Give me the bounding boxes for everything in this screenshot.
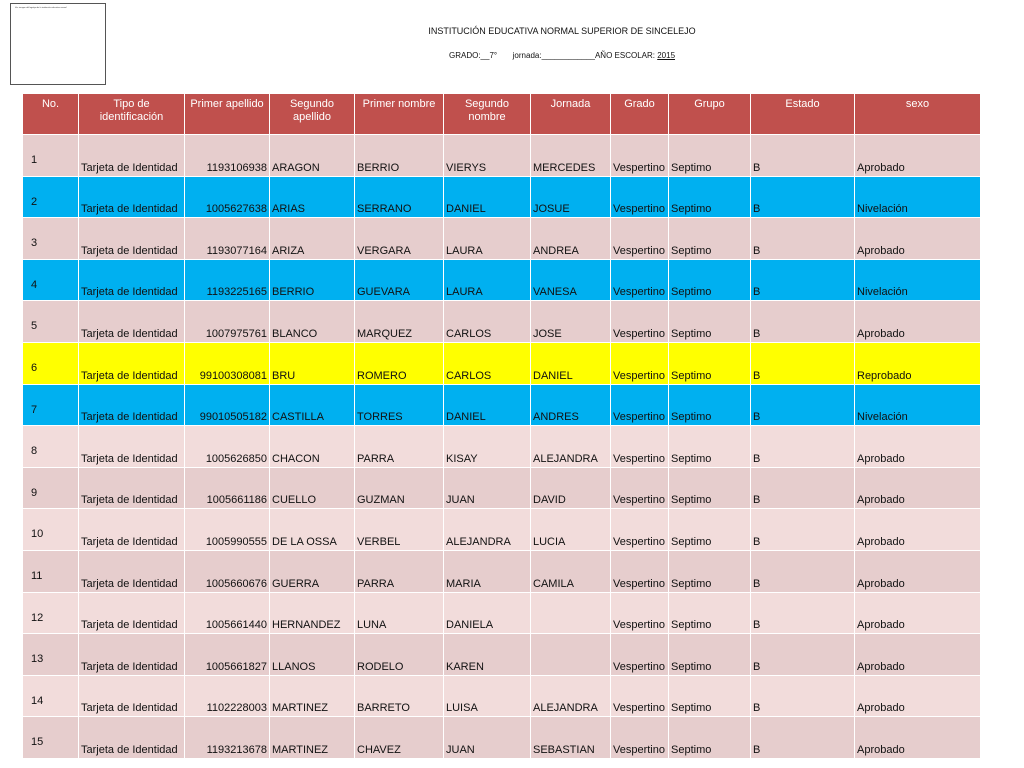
segundo-apellido-cell: MARQUEZ: [355, 301, 444, 343]
table-row: [23, 675, 981, 717]
segundo-apellido-cell: VERGARA: [355, 218, 444, 260]
primer-apellido-cell: CUELLO: [270, 467, 355, 509]
estado-cell: Aprobado: [855, 717, 981, 759]
table-row: [23, 467, 981, 509]
column-header-sexo: sexo: [855, 94, 981, 135]
primer-apellido-cell: LLANOS: [270, 634, 355, 676]
grado-cell: Septimo: [669, 426, 751, 468]
grado-cell: Septimo: [669, 634, 751, 676]
estado-cell: Aprobado: [855, 592, 981, 634]
column-header-no: No.: [23, 94, 79, 135]
primer-nombre-cell: LAURA: [444, 259, 531, 301]
grado-cell: Septimo: [669, 135, 751, 177]
grupo-cell: B: [751, 176, 855, 218]
table-row: [23, 218, 981, 260]
no-cell: 11: [23, 550, 79, 592]
column-header-primer-nombre: Primer nombre: [355, 94, 444, 135]
primer-apellido-cell: BLANCO: [270, 301, 355, 343]
segundo-apellido-cell: GUEVARA: [355, 259, 444, 301]
table-row: [23, 509, 981, 551]
id-cell: 1005660676: [185, 550, 270, 592]
column-header-segundo-apellido: Segundo apellido: [270, 94, 355, 135]
segundo-nombre-cell: VANESA: [531, 259, 611, 301]
id-cell: 1193225165: [185, 259, 270, 301]
no-cell: 13: [23, 634, 79, 676]
grupo-cell: B: [751, 509, 855, 551]
tipo-cell: Tarjeta de Identidad: [79, 259, 185, 301]
logo-caption: Ver: imagen del logotipo de la institución educativa normal: [15, 7, 67, 9]
grado-line: [0, 51, 1024, 60]
no-cell: 3: [23, 218, 79, 260]
estado-cell: Reprobado: [855, 342, 981, 384]
primer-nombre-cell: DANIELA: [444, 592, 531, 634]
segundo-nombre-cell: DANIEL: [531, 342, 611, 384]
segundo-nombre-cell: ANDREA: [531, 218, 611, 260]
segundo-apellido-cell: BERRIO: [355, 135, 444, 177]
jornada-cell: Vespertino: [611, 509, 669, 551]
no-cell: 8: [23, 426, 79, 468]
primer-nombre-cell: LAURA: [444, 218, 531, 260]
table-row: [23, 426, 981, 468]
primer-apellido-cell: CASTILLA: [270, 384, 355, 426]
tipo-cell: Tarjeta de Identidad: [79, 634, 185, 676]
primer-apellido-cell: ARAGON: [270, 135, 355, 177]
primer-nombre-cell: KISAY: [444, 426, 531, 468]
no-cell: 15: [23, 717, 79, 759]
id-cell: 1005661827: [185, 634, 270, 676]
estado-cell: Aprobado: [855, 509, 981, 551]
grado-cell: Septimo: [669, 717, 751, 759]
segundo-apellido-cell: RODELO: [355, 634, 444, 676]
tipo-cell: Tarjeta de Identidad: [79, 550, 185, 592]
no-cell: 7: [23, 384, 79, 426]
grado-value: __7°: [480, 51, 498, 60]
tipo-cell: Tarjeta de Identidad: [79, 384, 185, 426]
primer-nombre-cell: DANIEL: [444, 384, 531, 426]
tipo-cell: Tarjeta de Identidad: [79, 176, 185, 218]
id-cell: 1102228003: [185, 675, 270, 717]
no-cell: 6: [23, 342, 79, 384]
tipo-cell: Tarjeta de Identidad: [79, 218, 185, 260]
primer-nombre-cell: MARIA: [444, 550, 531, 592]
primer-apellido-cell: GUERRA: [270, 550, 355, 592]
segundo-apellido-cell: BARRETO: [355, 675, 444, 717]
anio-value: 2015: [657, 51, 676, 60]
grupo-cell: B: [751, 259, 855, 301]
segundo-nombre-cell: LUCIA: [531, 509, 611, 551]
no-cell: 10: [23, 509, 79, 551]
id-cell: 1005626850: [185, 426, 270, 468]
jornada-cell: Vespertino: [611, 342, 669, 384]
grado-cell: Septimo: [669, 218, 751, 260]
segundo-apellido-cell: ROMERO: [355, 342, 444, 384]
jornada-value: ____________: [541, 51, 595, 60]
grado-cell: Septimo: [669, 259, 751, 301]
jornada-cell: Vespertino: [611, 592, 669, 634]
no-cell: 9: [23, 467, 79, 509]
estado-cell: Aprobado: [855, 135, 981, 177]
segundo-nombre-cell: MERCEDES: [531, 135, 611, 177]
jornada-cell: Vespertino: [611, 135, 669, 177]
table-row: [23, 259, 981, 301]
institution-title: INSTITUCIÓN EDUCATIVA NORMAL SUPERIOR DE SINCELEJO: [428, 26, 696, 36]
grupo-cell: B: [751, 384, 855, 426]
grupo-cell: B: [751, 717, 855, 759]
tipo-cell: Tarjeta de Identidad: [79, 592, 185, 634]
logo-placeholder: [10, 3, 106, 85]
jornada-cell: Vespertino: [611, 384, 669, 426]
student-roster-table: [22, 93, 981, 759]
estado-cell: Aprobado: [855, 550, 981, 592]
grado-cell: Septimo: [669, 467, 751, 509]
segundo-apellido-cell: SERRANO: [355, 176, 444, 218]
grupo-cell: B: [751, 426, 855, 468]
estado-cell: Aprobado: [855, 218, 981, 260]
column-header-primer-apellido: Primer apellido: [185, 94, 270, 135]
no-cell: 14: [23, 675, 79, 717]
estado-cell: Nivelación: [855, 176, 981, 218]
id-cell: 1005661186: [185, 467, 270, 509]
no-cell: 12: [23, 592, 79, 634]
estado-cell: Nivelación: [855, 259, 981, 301]
jornada-cell: Vespertino: [611, 259, 669, 301]
column-header-estado: Estado: [751, 94, 855, 135]
tipo-cell: Tarjeta de Identidad: [79, 509, 185, 551]
no-cell: 4: [23, 259, 79, 301]
primer-apellido-cell: MARTINEZ: [270, 675, 355, 717]
id-cell: 1007975761: [185, 301, 270, 343]
column-header-segundo-nombre: Segundo nombre: [444, 94, 531, 135]
segundo-nombre-cell: DAVID: [531, 467, 611, 509]
segundo-nombre-cell: JOSE: [531, 301, 611, 343]
table-row: [23, 550, 981, 592]
grupo-cell: B: [751, 218, 855, 260]
segundo-nombre-cell: [531, 592, 611, 634]
tipo-cell: Tarjeta de Identidad: [79, 135, 185, 177]
segundo-nombre-cell: CAMILA: [531, 550, 611, 592]
jornada-cell: Vespertino: [611, 550, 669, 592]
jornada-label: jornada:: [512, 51, 542, 60]
table-body: [23, 135, 981, 759]
tipo-cell: Tarjeta de Identidad: [79, 301, 185, 343]
jornada-cell: Vespertino: [611, 426, 669, 468]
grupo-cell: B: [751, 550, 855, 592]
grado-cell: Septimo: [669, 342, 751, 384]
segundo-nombre-cell: ANDRES: [531, 384, 611, 426]
id-cell: 1193213678: [185, 717, 270, 759]
id-cell: 99010505182: [185, 384, 270, 426]
grupo-cell: B: [751, 135, 855, 177]
tipo-cell: Tarjeta de Identidad: [79, 675, 185, 717]
primer-nombre-cell: CARLOS: [444, 301, 531, 343]
segundo-nombre-cell: ALEJANDRA: [531, 426, 611, 468]
primer-apellido-cell: DE LA OSSA: [270, 509, 355, 551]
segundo-apellido-cell: VERBEL: [355, 509, 444, 551]
estado-cell: Aprobado: [855, 467, 981, 509]
grado-cell: Septimo: [669, 675, 751, 717]
primer-nombre-cell: LUISA: [444, 675, 531, 717]
tipo-cell: Tarjeta de Identidad: [79, 717, 185, 759]
table-row: [23, 342, 981, 384]
id-cell: 1005627638: [185, 176, 270, 218]
primer-apellido-cell: ARIAS: [270, 176, 355, 218]
jornada-cell: Vespertino: [611, 634, 669, 676]
segundo-nombre-cell: SEBASTIAN: [531, 717, 611, 759]
no-cell: 5: [23, 301, 79, 343]
grado-label: GRADO:: [448, 51, 481, 60]
table-row: [23, 301, 981, 343]
table-row: [23, 384, 981, 426]
estado-cell: Aprobado: [855, 426, 981, 468]
no-cell: 2: [23, 176, 79, 218]
grupo-cell: B: [751, 342, 855, 384]
jornada-cell: Vespertino: [611, 176, 669, 218]
estado-cell: Aprobado: [855, 301, 981, 343]
anio-label: AÑO ESCOLAR:: [594, 51, 655, 60]
table-row: [23, 176, 981, 218]
tipo-cell: Tarjeta de Identidad: [79, 467, 185, 509]
id-cell: 1193106938: [185, 135, 270, 177]
primer-apellido-cell: ARIZA: [270, 218, 355, 260]
jornada-cell: Vespertino: [611, 717, 669, 759]
column-header-grupo: Grupo: [669, 94, 751, 135]
grupo-cell: B: [751, 675, 855, 717]
segundo-apellido-cell: LUNA: [355, 592, 444, 634]
table-row: [23, 634, 981, 676]
estado-cell: Nivelación: [855, 384, 981, 426]
no-cell: 1: [23, 135, 79, 177]
grado-cell: Septimo: [669, 550, 751, 592]
primer-nombre-cell: JUAN: [444, 717, 531, 759]
segundo-apellido-cell: PARRA: [355, 550, 444, 592]
id-cell: 1193077164: [185, 218, 270, 260]
primer-nombre-cell: ALEJANDRA: [444, 509, 531, 551]
segundo-nombre-cell: JOSUE: [531, 176, 611, 218]
grado-cell: Septimo: [669, 509, 751, 551]
grado-cell: Septimo: [669, 592, 751, 634]
grupo-cell: B: [751, 634, 855, 676]
id-cell: 99100308081: [185, 342, 270, 384]
jornada-cell: Vespertino: [611, 301, 669, 343]
table-row: [23, 592, 981, 634]
segundo-apellido-cell: TORRES: [355, 384, 444, 426]
segundo-apellido-cell: CHAVEZ: [355, 717, 444, 759]
segundo-nombre-cell: [531, 634, 611, 676]
jornada-cell: Vespertino: [611, 467, 669, 509]
grupo-cell: B: [751, 592, 855, 634]
id-cell: 1005661440: [185, 592, 270, 634]
table-header-row: [23, 94, 981, 135]
segundo-apellido-cell: GUZMAN: [355, 467, 444, 509]
primer-nombre-cell: KAREN: [444, 634, 531, 676]
column-header-jornada: Jornada: [531, 94, 611, 135]
primer-nombre-cell: VIERYS: [444, 135, 531, 177]
estado-cell: Aprobado: [855, 675, 981, 717]
table-row: [23, 717, 981, 759]
grupo-cell: B: [751, 467, 855, 509]
primer-nombre-cell: DANIEL: [444, 176, 531, 218]
grado-cell: Septimo: [669, 384, 751, 426]
jornada-cell: Vespertino: [611, 218, 669, 260]
primer-apellido-cell: BERRIO: [270, 259, 355, 301]
segundo-nombre-cell: ALEJANDRA: [531, 675, 611, 717]
primer-apellido-cell: BRU: [270, 342, 355, 384]
column-header-grado: Grado: [611, 94, 669, 135]
grupo-cell: B: [751, 301, 855, 343]
grado-cell: Septimo: [669, 301, 751, 343]
grado-cell: Septimo: [669, 176, 751, 218]
id-cell: 1005990555: [185, 509, 270, 551]
column-header-tipo-identificacion: Tipo de identificación: [79, 94, 185, 135]
table-row: [23, 135, 981, 177]
jornada-cell: Vespertino: [611, 675, 669, 717]
tipo-cell: Tarjeta de Identidad: [79, 342, 185, 384]
segundo-apellido-cell: PARRA: [355, 426, 444, 468]
primer-apellido-cell: HERNANDEZ: [270, 592, 355, 634]
estado-cell: Aprobado: [855, 634, 981, 676]
primer-nombre-cell: JUAN: [444, 467, 531, 509]
primer-nombre-cell: CARLOS: [444, 342, 531, 384]
tipo-cell: Tarjeta de Identidad: [79, 426, 185, 468]
primer-apellido-cell: CHACON: [270, 426, 355, 468]
primer-apellido-cell: MARTINEZ: [270, 717, 355, 759]
